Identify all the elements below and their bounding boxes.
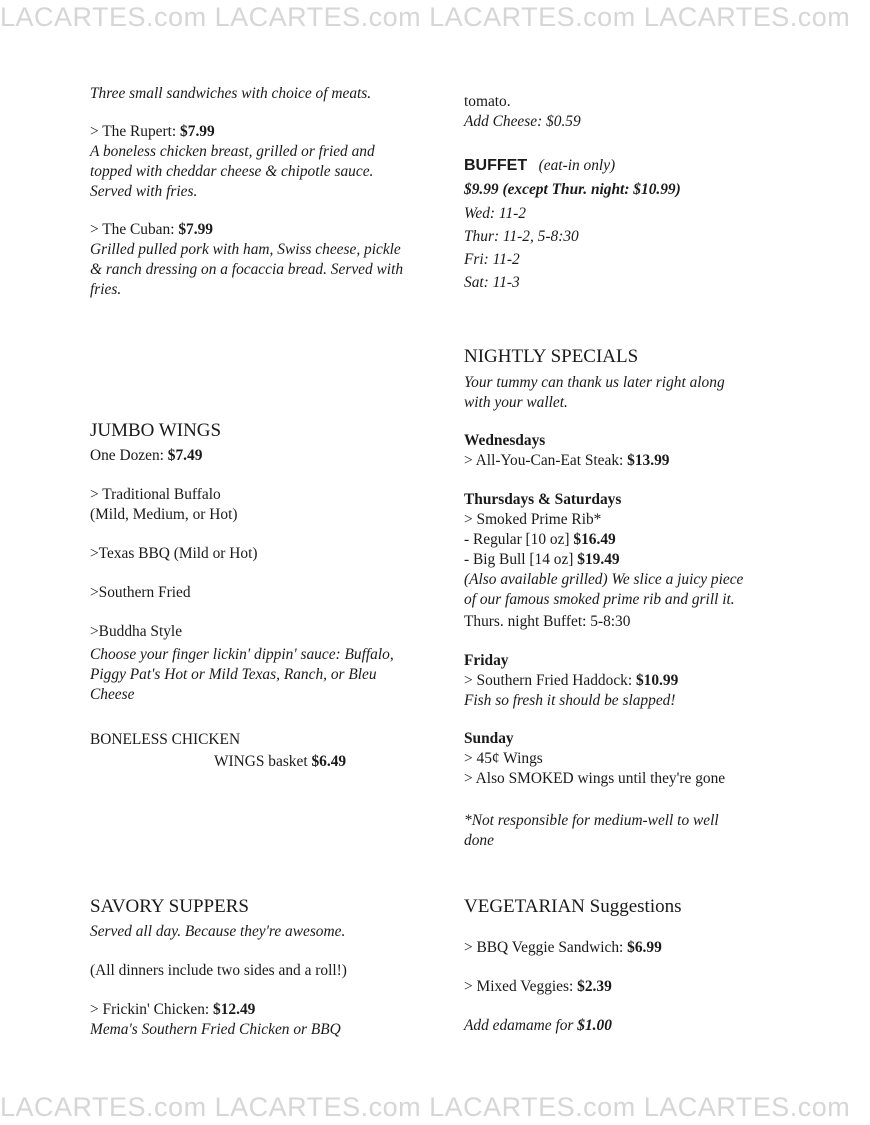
cuban-price: $7.99	[178, 221, 213, 238]
boneless-line2-label: WINGS basket	[214, 753, 312, 770]
nightly-tagline-line: Your tummy can thank us later right along	[464, 374, 725, 391]
regular-price: $16.49	[573, 531, 616, 548]
buffet-hours-fri: Fri: 11-2	[464, 251, 520, 268]
jumbo-wings-heading: JUMBO WINGS	[90, 420, 222, 441]
rupert-desc: Served with fries.	[90, 183, 198, 200]
bbq-veggie-price: $6.99	[627, 939, 662, 956]
add-cheese: Add Cheese: $0.59	[464, 113, 581, 130]
rupert-name: > The Rupert:	[90, 123, 181, 140]
frickin-chicken-label: > Frickin' Chicken:	[90, 1001, 214, 1018]
edamame-item	[464, 1016, 804, 1036]
prime-rib-desc: of our famous smoked prime rib and grill it.	[464, 591, 735, 608]
wings-sauce-note	[90, 645, 450, 705]
wings-sauce-line: Choose your finger lickin' dippin' sauce: Buffalo,	[90, 646, 394, 663]
big-bull-label: - Big Bull [14 oz]	[464, 551, 578, 568]
frickin-chicken-price: $12.49	[213, 1001, 256, 1018]
vegetarian-heading: VEGETARIAN Suggestions	[464, 896, 682, 917]
prime-rib-item: > Smoked Prime Rib*	[464, 511, 602, 528]
wings-sauce-line: Piggy Pat's Hot or Mild Texas, Ranch, or Bleu	[90, 666, 377, 683]
savory-suppers-heading: SAVORY SUPPERS	[90, 896, 249, 917]
cuban-desc: fries.	[90, 281, 122, 298]
nightly-tagline-line: with your wallet.	[464, 394, 568, 411]
frickin-chicken-desc: Mema's Southern Fried Chicken or BBQ	[90, 1021, 341, 1038]
sunday-heading: Sunday	[464, 730, 514, 747]
sunday-special	[464, 729, 804, 789]
buffet-price: $9.99 (except Thur. night: $10.99)	[464, 181, 681, 198]
cuban-desc: Grilled pulled pork with ham, Swiss cheese, pickle	[90, 241, 401, 258]
friday-heading: Friday	[464, 652, 509, 669]
haddock-price: $10.99	[635, 672, 679, 689]
boneless-chicken	[90, 730, 450, 772]
prime-rib-desc: (Also available grilled) We slice a juicy piece	[464, 571, 744, 588]
wings-dozen-price: $7.49	[167, 447, 203, 464]
wings-buffalo-line: > Traditional Buffalo	[90, 486, 221, 503]
buffet-hours-sat: Sat: 11-3	[464, 274, 520, 291]
mixed-veggies-label: > Mixed Veggies:	[464, 978, 578, 995]
frickin-chicken-item	[90, 1000, 450, 1040]
cuban-item	[90, 220, 450, 300]
wednesday-special	[464, 431, 804, 471]
suppers-note: (All dinners include two sides and a roll!)	[90, 962, 347, 979]
haddock-item: > Southern Fried Haddock:	[464, 672, 636, 689]
wings-dozen-label: One Dozen:	[90, 447, 168, 464]
wings-texas: >Texas BBQ (Mild or Hot)	[90, 545, 258, 562]
cuban-desc: & ranch dressing on a focaccia bread. Served with	[90, 261, 404, 278]
buffet-hours-wed: Wed: 11-2	[464, 205, 526, 222]
buffet-title: BUFFET	[464, 157, 528, 174]
wings-buffalo	[90, 485, 450, 525]
watermark-top: LACARTES.com LACARTES.com LACARTES.com LACARTES.com	[0, 2, 851, 32]
rupert-desc: topped with cheddar cheese & chipotle sauce.	[90, 163, 374, 180]
thursday-buffet: Thurs. night Buffet: 5-8:30	[464, 613, 631, 630]
suppers-tagline: Served all day. Because they're awesome.	[90, 923, 346, 940]
thursday-heading: Thursdays & Saturdays	[464, 491, 622, 508]
buffet-heading	[464, 156, 804, 176]
bbq-veggie-item	[464, 938, 804, 958]
sunday-wings: > 45¢ Wings	[464, 750, 543, 767]
edamame-label: Add edamame for	[464, 1017, 578, 1034]
buffet-hours-thur: Thur: 11-2, 5-8:30	[464, 228, 579, 245]
bbq-veggie-label: > BBQ Veggie Sandwich:	[464, 939, 628, 956]
wednesday-price: $13.99	[627, 452, 670, 469]
sunday-smoked-wings: > Also SMOKED wings until they're gone	[464, 770, 726, 787]
haddock-desc: Fish so fresh it should be slapped!	[464, 692, 676, 709]
boneless-price: $6.49	[311, 753, 347, 770]
wings-sauce-line: Cheese	[90, 686, 135, 703]
wings-dozen	[90, 446, 450, 466]
mixed-veggies-price: $2.39	[577, 978, 612, 995]
sandwich-intro: Three small sandwiches with choice of meats.	[90, 85, 372, 102]
nightly-tagline	[464, 373, 804, 413]
wednesday-item: > All-You-Can-Eat Steak:	[464, 452, 628, 469]
disclaimer-line: *Not responsible for medium-well to well	[464, 812, 719, 829]
cuban-name: > The Cuban:	[90, 221, 179, 238]
wings-buffalo-line: (Mild, Medium, or Hot)	[90, 506, 238, 523]
rupert-price: $7.99	[180, 123, 215, 140]
wings-buddha: >Buddha Style	[90, 623, 183, 640]
disclaimer	[464, 811, 804, 851]
thursday-saturday-special	[464, 490, 804, 632]
tomato-line: tomato.	[464, 93, 511, 110]
big-bull-price: $19.49	[577, 551, 620, 568]
buffet-subtitle: (eat-in only)	[538, 157, 616, 174]
nightly-specials-heading: NIGHTLY SPECIALS	[464, 346, 639, 367]
disclaimer-line: done	[464, 832, 494, 849]
rupert-item	[90, 122, 450, 202]
boneless-line1: BONELESS CHICKEN	[90, 731, 241, 748]
friday-special	[464, 651, 804, 711]
wings-southern: >Southern Fried	[90, 584, 191, 601]
watermark-bottom: LACARTES.com LACARTES.com LACARTES.com LACARTES.com	[0, 1092, 851, 1122]
regular-label: - Regular [10 oz]	[464, 531, 574, 548]
wednesday-heading: Wednesdays	[464, 432, 546, 449]
rupert-desc: A boneless chicken breast, grilled or fried and	[90, 143, 375, 160]
mixed-veggies-item	[464, 977, 804, 997]
edamame-price: $1.00	[577, 1017, 612, 1034]
